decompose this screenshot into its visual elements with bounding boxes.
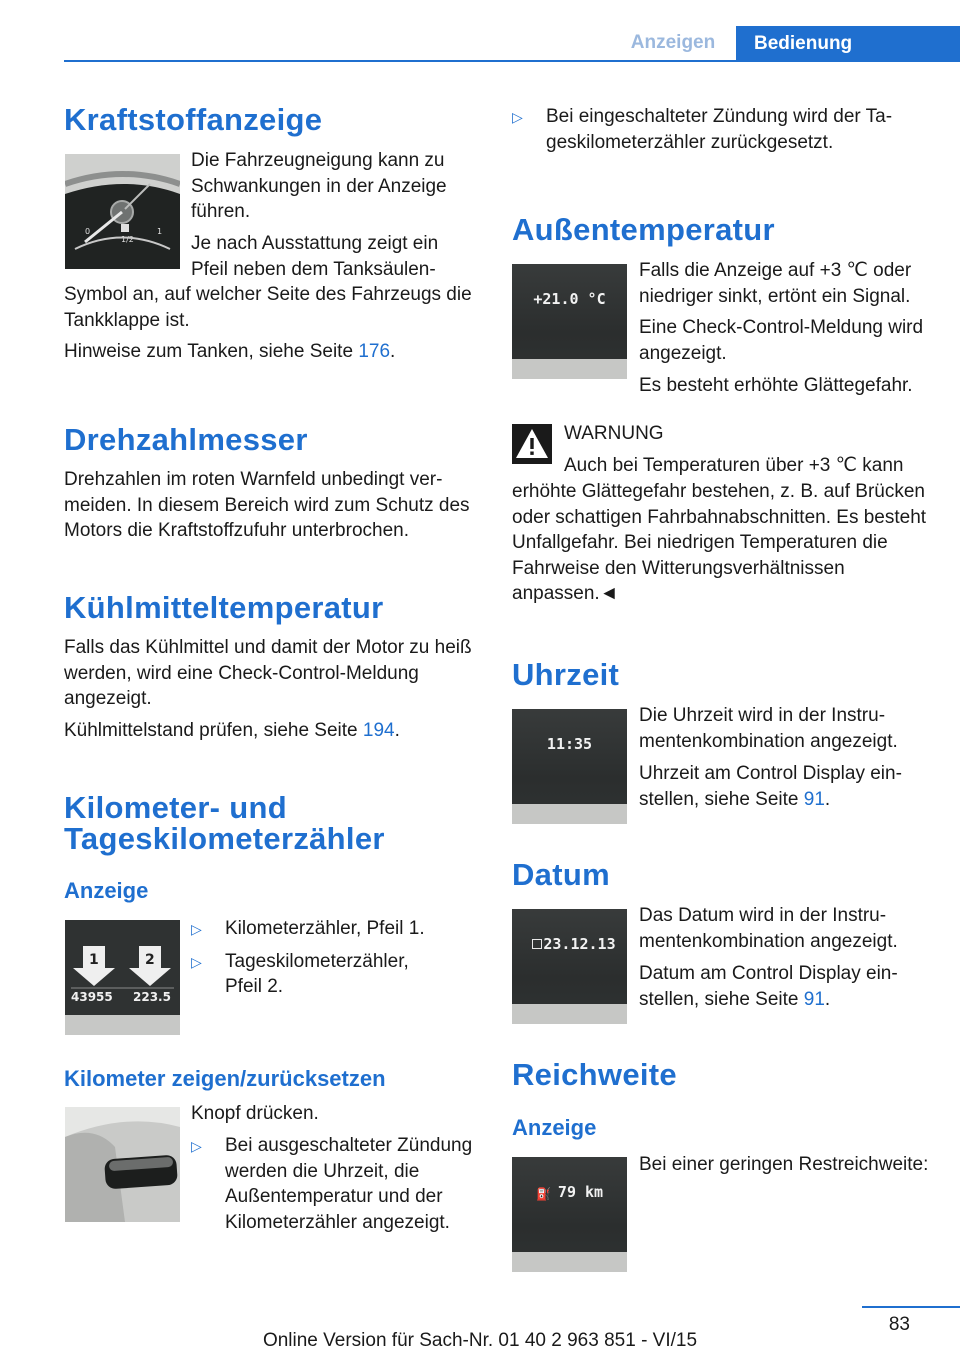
odometer-image xyxy=(65,920,180,1035)
aussen-paragraph-3: Es besteht erhöhte Glättegefahr. xyxy=(639,375,913,396)
clock-display-image xyxy=(512,709,627,824)
subheading-kilometer-reset: Kilometer zeigen/zurücksetzen xyxy=(64,1066,386,1091)
list-item xyxy=(191,949,476,1000)
list-item xyxy=(512,104,927,155)
odometer-value: 43955 xyxy=(71,990,113,1004)
trip-value: 223.5 xyxy=(133,990,171,1004)
page-link-91[interactable]: 91 xyxy=(803,988,825,1010)
outside-temp-value: +21.0 °C xyxy=(533,290,606,308)
aussen-paragraph-1: Falls die Anzeige auf +3 ℃ oder niedriger sinkt, ertönt ein Signal. xyxy=(639,260,912,307)
aussen-paragraph-2: Eine Check-Control-Meldung wird angezeigt. xyxy=(639,317,924,364)
date-display-image xyxy=(512,909,627,1024)
list-item-text: Bei ausgeschalteter Zündung werden die Uhrzeit, die Außentemperatur und der Kilometerzähler angezeigt. xyxy=(225,1135,473,1233)
kraftstoff-paragraph-2b: Symbol an, auf welcher Seite des Fahrzeugs die Tankklappe ist. xyxy=(64,284,472,331)
reset-list-continued xyxy=(512,104,927,155)
header-rule xyxy=(64,60,960,62)
heading-drehzahlmesser: Drehzahlmesser xyxy=(64,422,308,457)
list-item xyxy=(191,1133,481,1235)
kuehl-paragraph-1: Falls das Kühlmittel und damit der Motor zu heiß werden, wird eine Check-Control-Meldung angezeigt. xyxy=(64,637,472,709)
heading-kilometer-line2: Tageskilometerzähler xyxy=(64,821,385,856)
list-item-text: Bei eingeschalteter Zündung wird der Tageskilometerzähler zurückgesetzt. xyxy=(546,106,893,153)
kuehl-paragraph-2 xyxy=(64,718,476,744)
kraftstoff-hint-text: Hinweise zum Tanken, siehe Seite xyxy=(64,341,359,362)
display-bottom-bar xyxy=(512,804,627,824)
svg-text:1: 1 xyxy=(157,227,163,236)
bullet-triangle-icon: ▷ xyxy=(512,109,523,125)
header-tab-bedienung[interactable]: Bedienung xyxy=(736,26,960,62)
uhrzeit-paragraph-1: Die Uhrzeit wird in der Instrumentenkombination angezeigt. xyxy=(639,705,898,752)
uhrzeit-hint-end: . xyxy=(824,788,831,810)
heading-kilometer-line1: Kilometer- und xyxy=(64,790,287,825)
svg-text:1/2: 1/2 xyxy=(121,235,134,244)
subheading-anzeige: Anzeige xyxy=(64,878,149,903)
kraftstoff-hint-end: . xyxy=(390,341,396,362)
warning-triangle-icon xyxy=(512,424,552,464)
heading-kraftstoffanzeige: Kraftstoffanzeige xyxy=(64,102,323,137)
warning-line-1: Auch bei Temperaturen über +3 ℃ kann xyxy=(564,455,904,476)
heading-kuehlmitteltemperatur: Kühlmitteltemperatur xyxy=(64,590,384,625)
page-link-194[interactable]: 194 xyxy=(362,720,395,741)
reset-button-image xyxy=(65,1107,180,1222)
heading-reichweite: Reichweite xyxy=(512,1057,677,1092)
warning-text: erhöhte Glättegefahr bestehen, z. B. auf Brücken oder schattigen Fahrbahnabschnitten. Es besteht Unfallgefahr. Bei niedrigen Temperaturen die Fahrweise den Witterungsverhältnissen anpassen.◄ xyxy=(512,481,927,604)
page-link-91[interactable]: 91 xyxy=(803,788,825,810)
bullet-triangle-icon: ▷ xyxy=(191,921,202,937)
footer-rule xyxy=(862,1306,960,1308)
uhrzeit-hint-text: Uhrzeit am Control Display einstellen, siehe Seite xyxy=(639,763,902,810)
fuel-gauge-image xyxy=(65,154,180,269)
heading-aussentemperatur: Außentemperatur xyxy=(512,212,775,247)
display-bottom-bar xyxy=(512,1004,627,1024)
list-item-text: Tageskilometerzähler, Pfeil 2. xyxy=(225,950,409,997)
kuehl-hint-end: . xyxy=(394,720,400,741)
warning-title: WARNUNG xyxy=(564,423,664,444)
header-tab-anzeigen[interactable]: Anzeigen xyxy=(630,32,716,53)
display-bottom-bar xyxy=(512,1252,627,1272)
heading-uhrzeit: Uhrzeit xyxy=(512,657,620,692)
reset-list xyxy=(191,1133,481,1235)
outside-temp-display-image xyxy=(512,264,627,379)
date-value: 23.12.13 xyxy=(543,935,616,953)
kuehl-hint-text: Kühlmittelstand prüfen, siehe Seite xyxy=(64,720,363,741)
uhrzeit-paragraph-2 xyxy=(639,761,931,812)
page-number: 83 xyxy=(888,1314,910,1335)
km-list xyxy=(191,916,476,1000)
kraftstoff-paragraph-2a: Je nach Ausstattung zeigt ein Pfeil neben dem Tanksäulen- xyxy=(191,233,439,280)
list-item xyxy=(191,916,476,943)
display-bottom-bar xyxy=(512,359,627,379)
arrow-1-label: 1 xyxy=(89,952,99,968)
list-item-text: Kilometerzähler, Pfeil 1. xyxy=(225,918,425,939)
datum-paragraph-2 xyxy=(639,961,931,1012)
range-value: 79 km xyxy=(557,1183,604,1201)
kraftstoff-paragraph-3 xyxy=(64,339,474,365)
fuel-pump-icon: ⛽ xyxy=(536,1187,551,1201)
bullet-triangle-icon: ▷ xyxy=(191,953,202,970)
subheading-reichweite-anzeige: Anzeige xyxy=(512,1115,597,1140)
heading-datum: Datum xyxy=(512,857,610,892)
kraftstoff-paragraph-1: Die Fahrzeugneigung kann zu Schwankungen in der Anzeige führen. xyxy=(191,150,447,222)
datum-hint-text: Datum am Control Display einstellen, siehe Seite xyxy=(639,963,898,1010)
arrow-2-label: 2 xyxy=(145,952,155,968)
datum-hint-end: . xyxy=(824,988,831,1010)
bullet-triangle-icon: ▷ xyxy=(191,1138,202,1154)
range-display-image xyxy=(512,1157,627,1272)
drehzahl-paragraph: Drehzahlen im roten Warnfeld unbedingt vermeiden. In diesem Bereich wird zum Schutz des Motors die Kraftstoffzufuhr unterbrochen. xyxy=(64,469,470,541)
clock-value: 11:35 xyxy=(546,735,593,753)
footer-text: Online Version für Sach-Nr. 01 40 2 963 851 - VI/15 xyxy=(262,1330,698,1351)
datum-paragraph-1: Das Datum wird in der Instrumentenkombination angezeigt. xyxy=(639,905,898,952)
svg-text:0: 0 xyxy=(85,227,91,236)
reichweite-paragraph: Bei einer geringen Restreichweite: xyxy=(639,1154,929,1175)
page-link-176[interactable]: 176 xyxy=(358,341,391,362)
reset-paragraph: Knopf drücken. xyxy=(191,1103,319,1124)
